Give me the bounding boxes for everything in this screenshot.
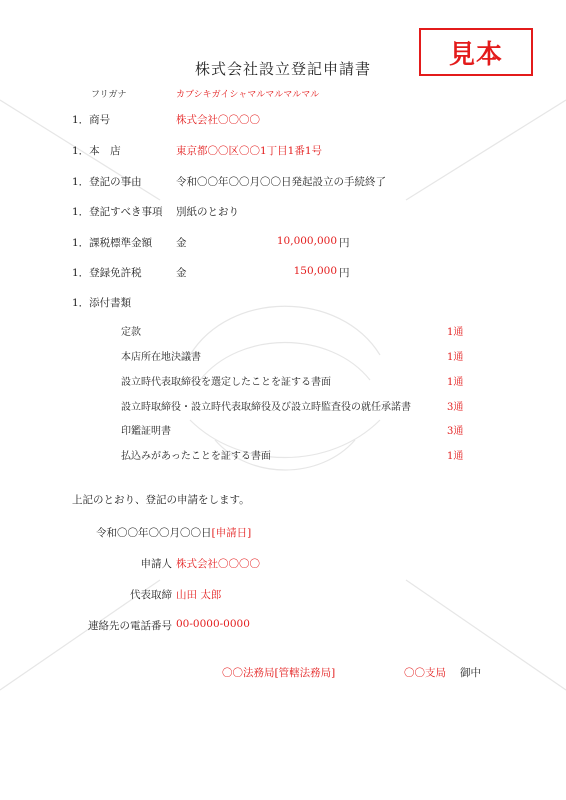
license-tax-unit: 円 — [339, 267, 350, 279]
trade-name-label: 1．商号 — [72, 114, 111, 126]
application-date — [96, 525, 251, 540]
representative-label: 代表取締 — [130, 589, 172, 601]
attachments-label: 1．添付書類 — [72, 297, 132, 309]
reason-label: 1．登記の事由 — [72, 176, 142, 188]
furigana-value: カブシキガイシャマルマルマルマル — [176, 90, 320, 100]
head-office-value: 東京都〇〇区〇〇1丁目1番1号 — [176, 145, 323, 157]
applicant-value: 株式会社〇〇〇〇 — [176, 558, 260, 570]
attachment-count: 1通 — [447, 377, 464, 388]
date-text: 令和〇〇年〇〇月〇〇日 — [96, 527, 212, 539]
reason-value: 令和〇〇年〇〇月〇〇日発起設立の手続終了 — [176, 176, 386, 188]
attachment-name: 印鑑証明書 — [121, 426, 171, 437]
bureau-destination — [222, 665, 335, 680]
matters-label: 1．登記すべき事項 — [72, 206, 163, 218]
license-tax-value: 150,000 — [293, 265, 337, 277]
attachment-count: 3通 — [447, 426, 464, 437]
taxable-amount-value: 10,000,000 — [276, 235, 337, 247]
head-office-label: 1．本 店 — [72, 145, 121, 157]
bureau-name: 〇〇法務局 — [222, 667, 275, 679]
contact-label: 連絡先の電話番号 — [88, 620, 172, 632]
bureau-note: [管轄法務局] — [274, 667, 336, 679]
trade-name-value: 株式会社〇〇〇〇 — [176, 114, 260, 126]
branch-name: 〇〇支局 — [404, 667, 446, 679]
attachment-name: 本店所在地決議書 — [121, 352, 201, 363]
attachment-name: 払込みがあったことを証する書面 — [121, 451, 271, 462]
taxable-amount-label: 1．課税標準金額 — [72, 237, 153, 249]
representative-value: 山田 太郎 — [176, 589, 222, 601]
license-tax-label: 1．登録免許税 — [72, 267, 142, 279]
applicant-label: 申請人 — [140, 558, 172, 570]
document-title: 株式会社設立登記申請書 — [194, 60, 371, 78]
attachment-name: 設立時代表取締役を選定したことを証する書面 — [121, 377, 331, 388]
taxable-amount-prefix: 金 — [176, 237, 187, 249]
attachment-count: 1通 — [447, 327, 464, 338]
license-tax-prefix: 金 — [176, 267, 187, 279]
branch-destination — [404, 665, 481, 680]
attachment-name: 設立時取締役・設立時代表取締役及び設立時監査役の就任承諾書 — [121, 402, 411, 413]
attachment-name: 定款 — [121, 327, 141, 338]
furigana-label: フリガナ — [91, 90, 127, 100]
taxable-amount-unit: 円 — [339, 237, 350, 249]
statement-text: 上記のとおり、登記の申請をします。 — [72, 494, 250, 506]
honorific: 御中 — [460, 667, 481, 679]
attachment-count: 1通 — [447, 451, 464, 462]
contact-value: 00-0000-0000 — [176, 618, 250, 630]
attachment-count: 3通 — [447, 402, 464, 413]
attachment-count: 1通 — [447, 352, 464, 363]
sample-stamp: 見本 — [419, 28, 533, 76]
matters-value: 別紙のとおり — [176, 206, 239, 218]
date-note: [申請日] — [211, 527, 252, 539]
